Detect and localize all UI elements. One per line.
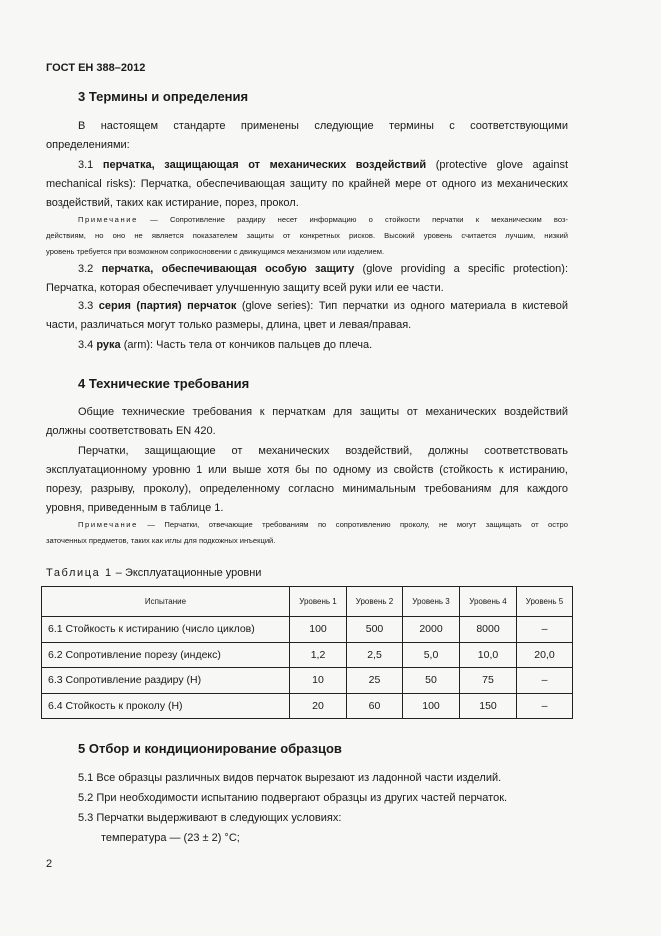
s4-p2-line1: Перчатки, защищающие от механических воздействий, должны соответствовать xyxy=(78,445,568,457)
table-row xyxy=(42,693,573,719)
table-cell: – xyxy=(517,693,573,719)
table-cell: – xyxy=(517,668,573,694)
s3-intro-line1: В настоящем стандарте применены следующие термины с соответствующими xyxy=(78,120,568,132)
s4-p1-line2: должны соответствовать EN 420. xyxy=(46,425,216,437)
table-caption-text: – Эксплуатационные уровни xyxy=(112,567,262,579)
section-3-heading: 3 Термины и определения xyxy=(78,89,249,104)
table-header-cell: Уровень 2 xyxy=(347,587,403,617)
term-3-1-line3: воздействий, таких как истирание, порез, прокол. xyxy=(46,197,299,209)
term-3-3-term: серия (партия) перчаток xyxy=(98,300,237,312)
term-3-2-en: (glove providing a specific protection): xyxy=(362,263,568,275)
table-cell: 2000 xyxy=(403,617,460,643)
table-cell: 100 xyxy=(290,617,347,643)
table-caption-label: Таблица 1 xyxy=(46,567,113,579)
term-3-2-number: 3.2 xyxy=(78,263,94,275)
s5-item-5-1: 5.1 Все образцы различных видов перчаток вырезают из ладонной части изделий. xyxy=(78,772,502,784)
s4-p1-line1: Общие технические требования к перчаткам для защиты от механических воздействий xyxy=(78,406,568,418)
section-5-heading: 5 Отбор и кондиционирование образцов xyxy=(78,741,342,756)
term-3-1-term: перчатка, защищающая от механических воздействий xyxy=(102,159,427,171)
table-header-cell: Испытание xyxy=(42,587,290,617)
s5-condition-temperature: температура — (23 ± 2) °С; xyxy=(101,832,240,844)
term-3-2-line2: Перчатка, которая обеспечивает улучшенную защиту всей руки или ее части. xyxy=(46,282,444,294)
term-3-4-number: 3.4 xyxy=(78,339,94,351)
table-row xyxy=(42,668,573,694)
table-cell: 150 xyxy=(460,693,517,719)
table-cell: 10 xyxy=(290,668,347,694)
term-3-2-term: перчатка, обеспечивающая особую защиту xyxy=(101,263,355,275)
note-1-line3: уровень требуется при возможном соприкосновении с движущимся механизмом или изделием. xyxy=(46,247,385,256)
table-cell: 1,2 xyxy=(290,642,347,668)
note-2-line2: заточенных предметов, таких как иглы для подкожных инъекций. xyxy=(46,536,276,545)
table-cell-test: 6.4 Стойкость к проколу (Н) xyxy=(42,693,290,719)
page-number: 2 xyxy=(46,858,53,870)
term-3-4-rest: (arm): Часть тела от кончиков пальцев до плеча. xyxy=(123,339,373,351)
table-cell: 75 xyxy=(460,668,517,694)
table-cell-test: 6.2 Сопротивление порезу (индекс) xyxy=(42,642,290,668)
table-cell: 20,0 xyxy=(517,642,573,668)
table-cell: 500 xyxy=(347,617,403,643)
table-cell: 8000 xyxy=(460,617,517,643)
note-1-text: — Сопротивление раздиру несет информацию о стойкости перчатки к механическим воз- xyxy=(137,215,568,224)
s5-item-5-2: 5.2 При необходимости испытанию подвергают образцы из других частей перчаток. xyxy=(78,792,508,804)
table-row xyxy=(42,642,573,668)
term-3-2-line1 xyxy=(78,260,568,279)
term-3-3-rest: (glove series): Тип перчатки из одного материала в кистевой xyxy=(241,300,568,312)
table-header-cell: Уровень 5 xyxy=(517,587,573,617)
table-header-cell: Уровень 4 xyxy=(460,587,517,617)
table-cell: 20 xyxy=(290,693,347,719)
table-header-cell: Уровень 1 xyxy=(290,587,347,617)
note-1-line1 xyxy=(78,212,568,228)
table-row xyxy=(42,617,573,643)
performance-levels-table xyxy=(41,586,573,719)
term-3-3-number: 3.3 xyxy=(78,300,94,312)
note-1-line2: действиям, но оно не является показателем защиты от конкретных рисков. Высокий уровень считается лучшим, низкий xyxy=(46,231,568,240)
term-3-4-line xyxy=(78,336,568,355)
s4-p2-line2: эксплуатационному уровню 1 или выше хотя бы по одному из свойств (стойкость к истиранию, xyxy=(46,464,568,476)
term-3-3-line2: части, различаться могут только размеры, длина, цвет и левая/правая. xyxy=(46,319,412,331)
table-cell: 2,5 xyxy=(347,642,403,668)
table-cell: – xyxy=(517,617,573,643)
s4-p2-line3: порезу, разрыву, проколу), определенному согласно минимальным требованиям для каждого xyxy=(46,483,568,495)
term-3-1-line1 xyxy=(78,156,568,175)
table-cell: 25 xyxy=(347,668,403,694)
s4-p2-line4: уровня, приведенным в таблице 1. xyxy=(46,502,224,514)
section-4-heading: 4 Технические требования xyxy=(78,376,250,391)
table-cell: 10,0 xyxy=(460,642,517,668)
note-1-label: Примечание xyxy=(78,215,138,224)
table-cell: 60 xyxy=(347,693,403,719)
table-header-row xyxy=(42,587,573,617)
term-3-4-term: рука xyxy=(96,339,121,351)
table-cell: 50 xyxy=(403,668,460,694)
term-3-3-line1 xyxy=(78,297,568,316)
table-header-cell: Уровень 3 xyxy=(403,587,460,617)
s5-item-5-3: 5.3 Перчатки выдерживают в следующих условиях: xyxy=(78,812,342,824)
term-3-1-line2: mechanical risks): Перчатка, обеспечивающая защиту по крайней мере от одного из механических xyxy=(46,178,568,190)
term-3-1-en: (protective glove against xyxy=(435,159,569,171)
table-caption xyxy=(46,564,261,583)
note-2-text: — Перчатки, отвечающие требованиям по сопротивлению проколу, не могут защищать от остро xyxy=(137,520,568,529)
table-cell-test: 6.1 Стойкость к истиранию (число циклов) xyxy=(42,617,290,643)
table-cell: 100 xyxy=(403,693,460,719)
table-cell: 5,0 xyxy=(403,642,460,668)
note-2-label: Примечание xyxy=(78,520,138,529)
document-header: ГОСТ ЕН 388–2012 xyxy=(46,62,146,74)
table-cell-test: 6.3 Сопротивление раздиру (Н) xyxy=(42,668,290,694)
note-2-line1 xyxy=(78,517,568,533)
s3-intro-line2: определениями: xyxy=(46,139,130,151)
term-3-1-number: 3.1 xyxy=(78,159,94,171)
